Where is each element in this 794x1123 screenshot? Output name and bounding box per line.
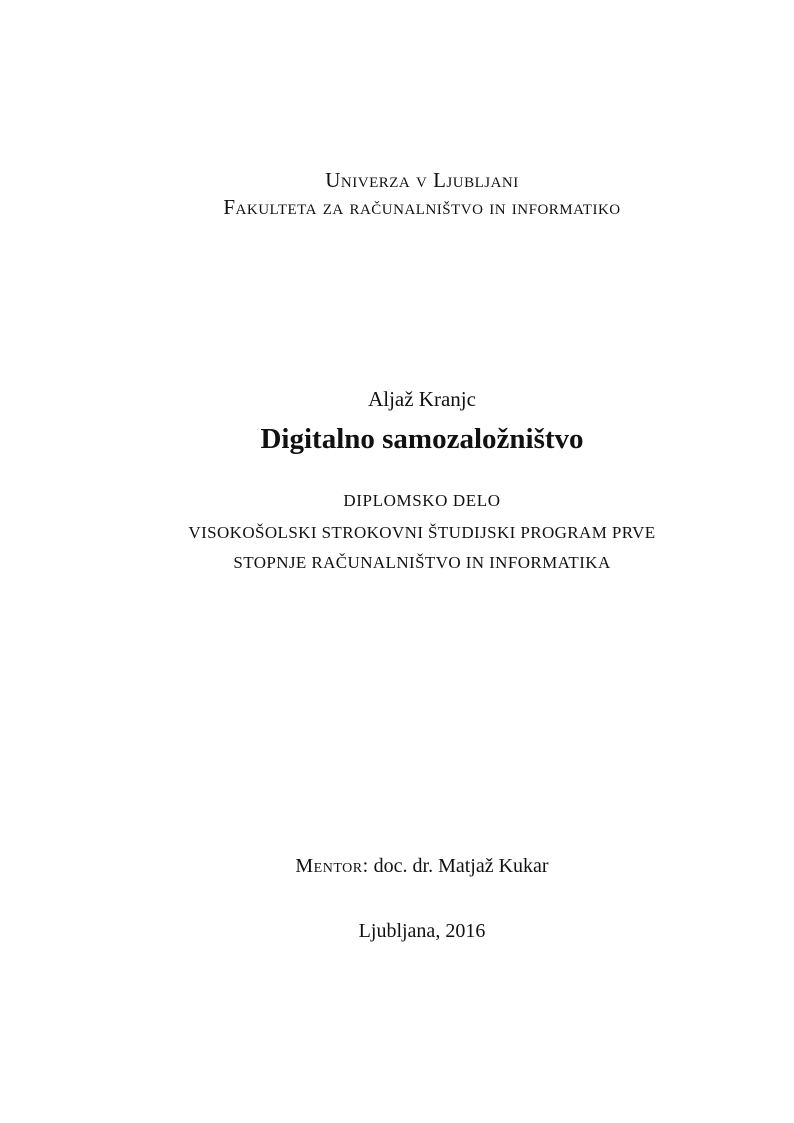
study-program [50,518,794,578]
mentor-name: doc. dr. Matjaž Kukar [373,855,549,877]
mentor-line [50,852,794,880]
thesis-type-label: DIPLOMSKO DELO [343,491,501,510]
mentor-label: Mentor: [295,855,369,877]
author-name: Aljaž Kranjc [368,387,476,411]
place-and-date: Ljubljana, 2016 [358,920,486,942]
faculty-name: Fakulteta za računalništvo in informatiko [223,195,621,219]
university-name: Univerza v Ljubljani [325,168,519,192]
study-program-line-1: VISOKOŠOLSKI STROKOVNI ŠTUDIJSKI PROGRAM PRVE [188,523,656,542]
institution-header [50,167,794,221]
thesis-title: Digitalno samozaložništvo [260,423,584,455]
study-program-line-2: STOPNJE RAČUNALNIŠTVO IN INFORMATIKA [233,553,611,572]
